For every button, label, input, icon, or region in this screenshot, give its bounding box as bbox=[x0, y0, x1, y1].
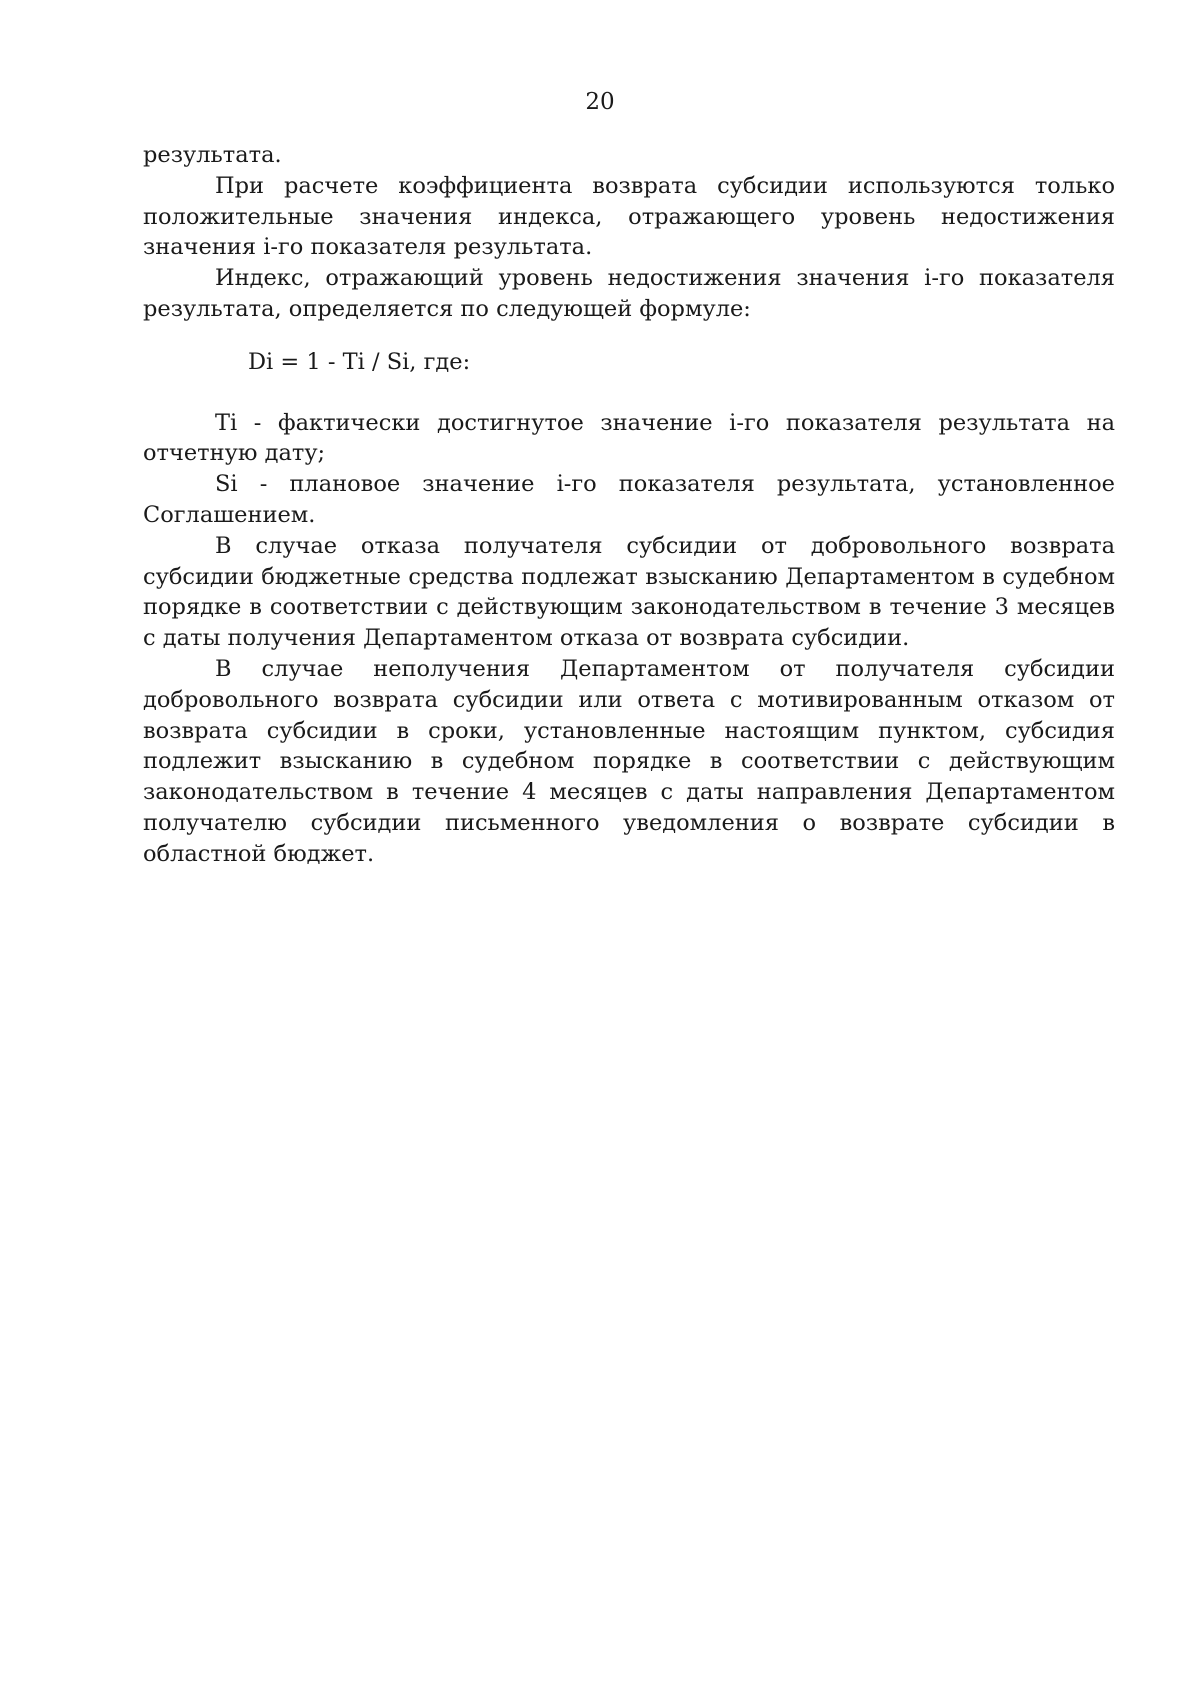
paragraph-continuation: результата. bbox=[143, 142, 282, 168]
paragraph-refusal-case: В случае отказа получателя субсидии от добровольного возврата субсидии бюджетные средства подлежат взысканию Департаментом в судебном порядке в соответствии с действующим законодательством в течение 3 месяцев с даты получения Департаментом отказа от возврата субсидии. bbox=[143, 532, 1115, 652]
definition-ti: Ti - фактически достигнутое значение i-го показателя результата на отчетную дату; bbox=[143, 409, 1115, 467]
paragraph-nonreceipt-case: В случае неполучения Департаментом от получателя субсидии добровольного возврата субсидии или ответа с мотивированным отказом от возврата субсидии в сроки, установленные настоящим пунктом, субсидия подлежит взысканию в судебном порядке в соответствии с действующим законодательством в течение 4 месяцев с даты направления Департаментом получателю субсидии письменного уведомления о возврате субсидии в областной бюджет. bbox=[143, 655, 1115, 867]
definition-si: Si - плановое значение i-го показателя результата, установленное Соглашением. bbox=[143, 471, 1115, 528]
document-body bbox=[143, 140, 1115, 870]
formula: Di = 1 - Ti / Si, где: bbox=[248, 348, 471, 375]
paragraph-index-definition: Индекс, отражающий уровень недостижения значения i-го показателя результата, определяется по следующей формуле: bbox=[143, 265, 1115, 322]
page-number: 20 bbox=[585, 89, 615, 115]
paragraph-coefficient-note: При расчете коэффициента возврата субсидии используются только положительные значения индекса, отражающего уровень недостижения значения i-го показателя результата. bbox=[143, 172, 1115, 261]
